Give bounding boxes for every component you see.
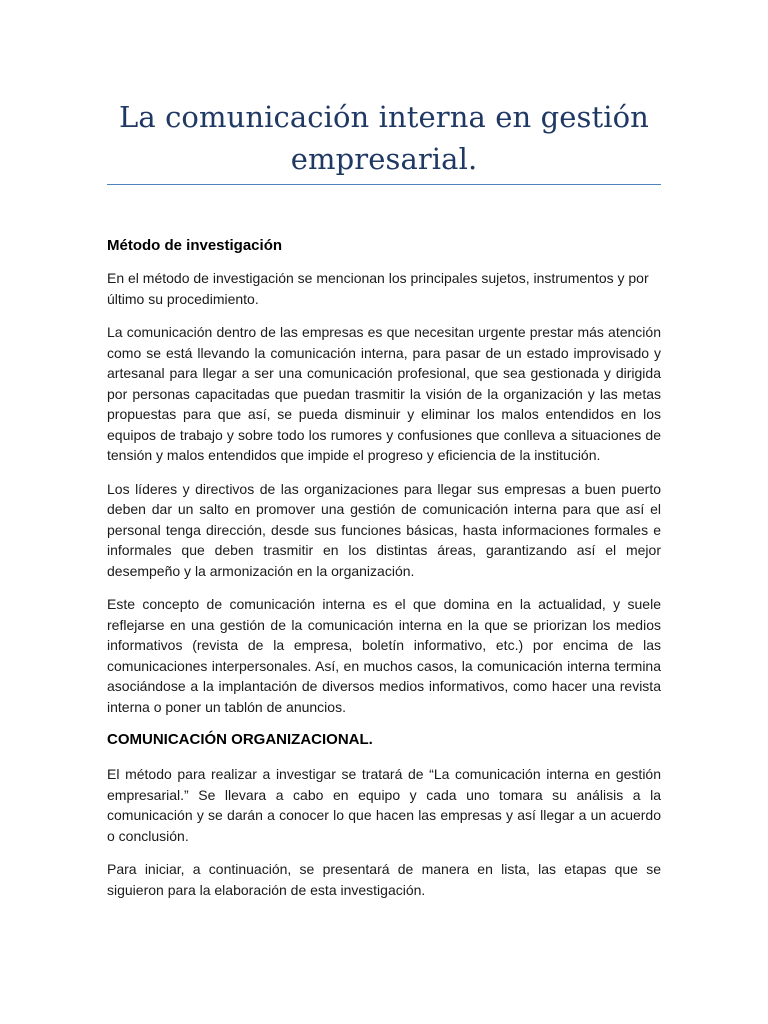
paragraph-intro: En el método de investigación se mencionan los principales sujetos, instrumentos y por último su procedimiento. xyxy=(107,270,649,307)
section-heading: Método de investigación xyxy=(107,237,283,254)
paragraph-concepto: Este concepto de comunicación interna es el que domina en la actualidad, y suele reflejarse en una gestión de la comunicación interna en la que se priorizan los medios informativos (revista de la empresa, boletín informativo, etc.) por encima de las comunicaciones interpersonales. Así, en muchos casos, la comunicación interna termina asociándose a la implantación de diversos medios informativos, como hacer una revista interna o poner un tablón de anuncios. xyxy=(107,596,661,715)
paragraph-comunicacion-empresas: La comunicación dentro de las empresas es que necesitan urgente prestar más atención como se está llevando la comunicación interna, para pasar de un estado improvisado y artesanal para llegar a ser una comunicación profesional, que sea gestionada y dirigida por personas capacitadas que puedan trasmitir la visión de la organización y las metas propuestas para que así, se pueda disminuir y eliminar los malos entendidos en los equipos de trabajo y sobre todo los rumores y confusiones que conlleva a situaciones de tensión y malos entendidos que impide el progreso y eficiencia de la institución. xyxy=(107,324,661,463)
paragraph-iniciar: Para iniciar, a continuación, se presentará de manera en lista, las etapas que se siguieron para la elaboración de esta investigación. xyxy=(107,861,661,898)
paragraph-lideres-directivos: Los líderes y directivos de las organizaciones para llegar sus empresas a buen puerto deben dar un salto en promover una gestión de comunicación interna para que así el personal tenga dirección, desde sus funciones básicas, hasta informaciones formales e informales que deben trasmitir en los distintas áreas, garantizando así el mejor desempeño y la armonización en la organización. xyxy=(107,480,661,579)
subsection-heading: COMUNICACIÓN ORGANIZACIONAL. xyxy=(107,731,373,748)
document-title: La comunicación interna en gestión empresarial. xyxy=(107,96,661,185)
paragraph-metodo: El método para realizar a investigar se tratará de “La comunicación interna en gestión empresarial.” Se llevara a cabo en equipo y cada uno tomara su análisis a la comunicación y se darán a conocer lo que hacen las empresas y así llegar a un acuerdo o conclusión. xyxy=(107,766,661,844)
page-content xyxy=(107,88,661,913)
